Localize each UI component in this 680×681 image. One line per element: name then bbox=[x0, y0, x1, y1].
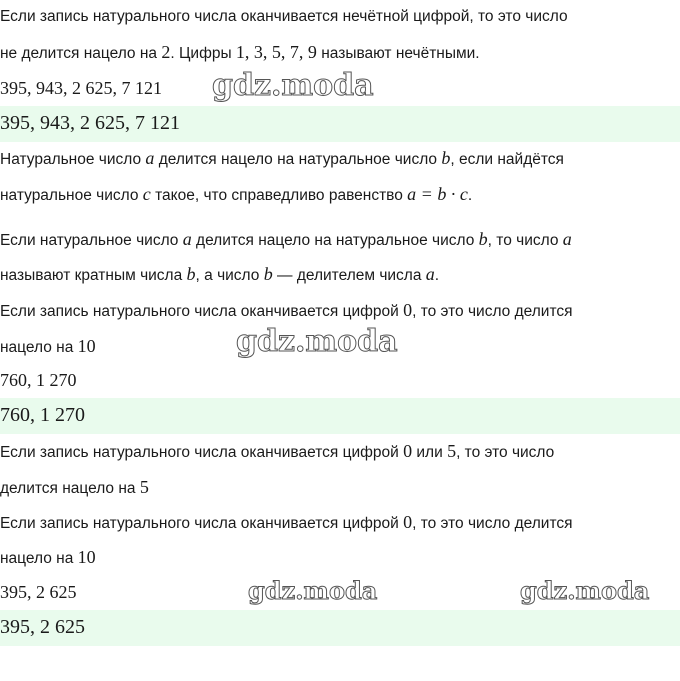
definition-divisible-line-1: Натуральное число a делится нацело на натуральное число b, если найдётся bbox=[0, 148, 564, 168]
definition-multiple-line-1: Если натуральное число a делится нацело на натуральное число b, то число a bbox=[0, 229, 572, 249]
rule-ten-repeat-line-2: нацело на 10 bbox=[0, 547, 96, 567]
answer-odd: 395, 943, 2 625, 7 121 bbox=[0, 106, 680, 142]
rule-five-line-2: делится нацело на 5 bbox=[0, 477, 149, 497]
rule-ten-line-1: Если запись натурального числа оканчивается цифрой 0, то это число делится bbox=[0, 300, 573, 320]
watermark-logo: gdz.moda bbox=[212, 68, 374, 103]
definition-divisible-line-2: натуральное число c такое, что справедливо равенство a = b · c. bbox=[0, 184, 473, 204]
answer-five: 395, 2 625 bbox=[0, 610, 680, 646]
rule-ten-repeat-line-1: Если запись натурального числа оканчивается цифрой 0, то это число делится bbox=[0, 512, 573, 532]
watermark-logo: gdz.moda bbox=[520, 576, 650, 605]
watermark-logo: gdz.moda bbox=[248, 576, 378, 605]
rule-five-line-1: Если запись натурального числа оканчивается цифрой 0 или 5, то это число bbox=[0, 441, 555, 461]
example-five: 395, 2 625 bbox=[0, 582, 77, 602]
definition-multiple-line-2: называют кратным числа b, а число b — делителем числа a. bbox=[0, 264, 440, 284]
answer-ten: 760, 1 270 bbox=[0, 398, 680, 434]
example-odd: 395, 943, 2 625, 7 121 bbox=[0, 78, 162, 98]
watermark-logo: gdz.moda bbox=[236, 324, 398, 359]
example-ten: 760, 1 270 bbox=[0, 370, 77, 390]
rule-odd-line-2: не делится нацело на 2. Цифры 1, 3, 5, 7, 9 называют нечётными. bbox=[0, 42, 480, 62]
rule-ten-line-2: нацело на 10 bbox=[0, 336, 96, 356]
rule-odd-line-1: Если запись натурального числа оканчивается нечётной цифрой, то это число bbox=[0, 8, 568, 25]
